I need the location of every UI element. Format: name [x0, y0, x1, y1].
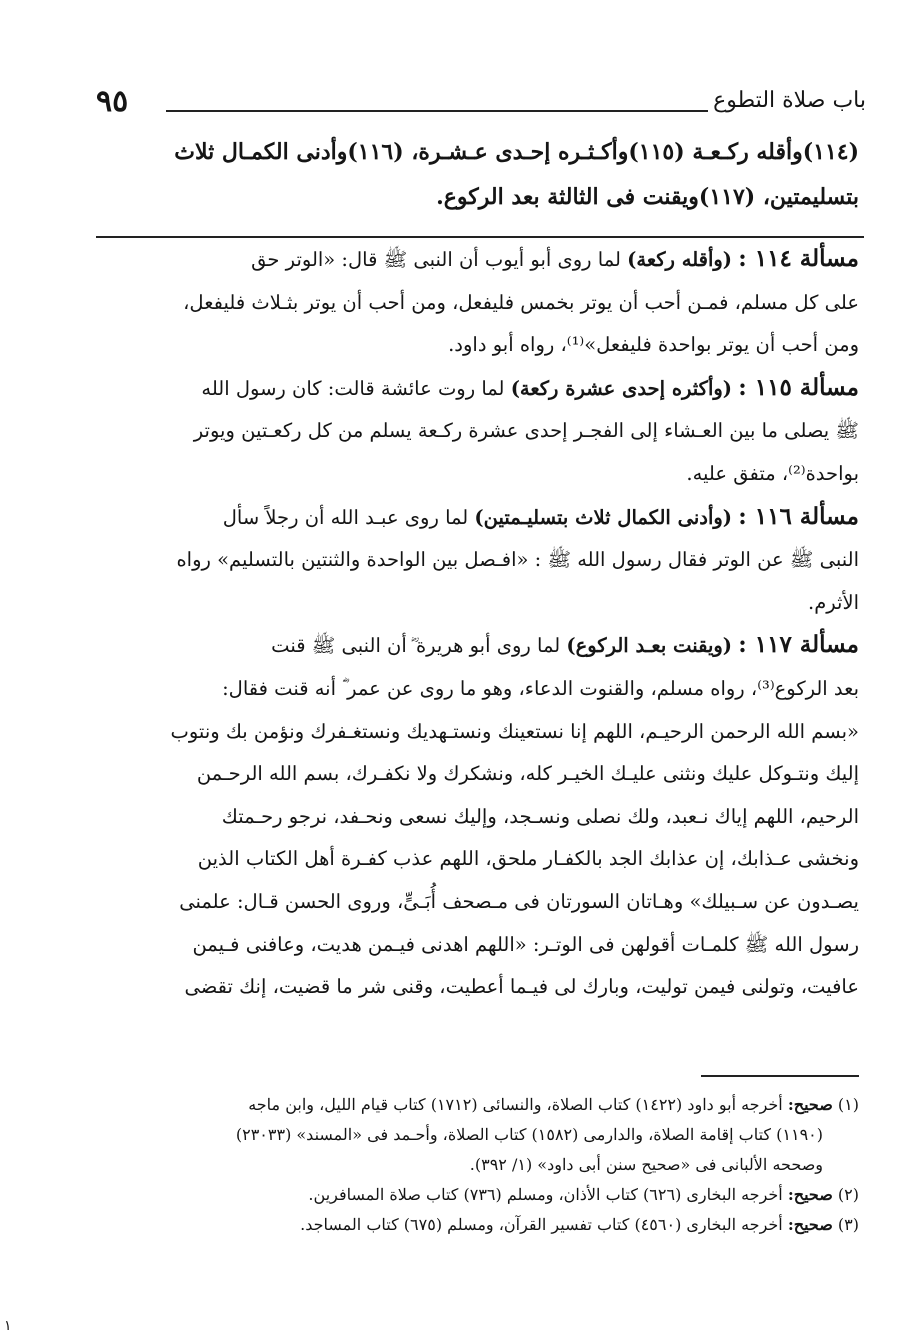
masala-topic: (وأقله ركعة) [627, 248, 733, 271]
line-text: لما روت عائشة قالت: كان رسول الله [201, 376, 511, 400]
footnote-grade: صحيح: [787, 1095, 833, 1114]
footnote-marker: (٣) [837, 1215, 859, 1234]
line-text: يصـدون عن سـبيلك» وهـاتان السورتان فى مـصحف أُبَـىٍّ، وروى الحسن قـال: علمنى [179, 889, 859, 913]
footnote-line [93, 1090, 859, 1120]
chapter-title: باب صلاة التطوع [713, 88, 866, 113]
line-text: ﷺ يصلى ما بين العـشاء إلى الفجـر إحدى عشرة ركـعة يسلم من كل ركعـتين ويوتر [193, 419, 859, 443]
line-text: لما روى أبو أيوب أن النبى ﷺ قال: «الوتر حق [251, 248, 628, 271]
page-number: ٩٥ [96, 84, 129, 119]
masala-line [93, 496, 859, 540]
line-text: لما روى عبـد الله أن رجلاً سأل [222, 505, 475, 529]
line-text: على كل مسلم، فمـن أحب أن يوتر بخمس فليفعل، ومن أحب أن يوتر بثـلاث فليفعل، [183, 290, 859, 314]
commentary-line [93, 711, 859, 754]
footnote-text: (١١٩٠) كتاب إقامة الصلاة، والدارمى (١٥٨٢) كتاب الصلاة، وأحـمد فى «المسند» (٢٣٠٣٣) [235, 1125, 823, 1144]
commentary-line [93, 924, 859, 967]
commentary-line [93, 668, 859, 711]
line-text: الرحيم، اللهم إياك نـعبد، ولك نصلى ونسـجد، وإليك نسعى ونحـفد، نرجو رحـمتك [221, 804, 859, 828]
commentary-line [93, 796, 859, 839]
line-text: عافيت، وتولنى فيمن توليت، وبارك لى فيـما أعطيت، وقنى شر ما قضيت، إنك تقضى [184, 975, 859, 999]
commentary-line [93, 282, 859, 325]
masala-label: مسألة ١١٤ : [738, 245, 859, 272]
commentary-line [93, 966, 859, 1009]
line-text: رسول الله ﷺ كلمـات أقولهن فى الوتـر: «اللهم اهدنى فيـمن هديت، وعافنى فـيمن [192, 932, 859, 956]
footnote-marker: (٢) [837, 1185, 859, 1204]
commentary-line [93, 881, 859, 924]
commentary-line [93, 539, 859, 582]
commentary-text [93, 238, 859, 1009]
masala-line [93, 624, 859, 668]
footnote-line [93, 1210, 859, 1240]
masala-topic: (وأدنى الكمال ثلاث بتسليـمتين) [474, 505, 733, 529]
footnote-text: أخرجه البخارى (٤٥٦٠) كتاب تفسير القرآن، ومسلم (٦٧٥) كتاب المساجد. [300, 1215, 783, 1234]
line-text: بعد الركوع⁽³⁾، رواه مسلم، والقنوت الدعاء، وهو ما روى عن عمر ؓ أنه قنت فقال: [222, 676, 859, 700]
footnote-text: وصححه الألبانى فى «صحيح سنن أبى داود» (١/ ٣٩٢). [469, 1155, 823, 1174]
footnote-text: أخرجه أبو داود (١٤٢٢) كتاب الصلاة، والنسائى (١٧١٢) كتاب قيام الليل، وابن ماجه [248, 1095, 783, 1114]
corner-mark: ١ [4, 1318, 12, 1334]
commentary-line [93, 582, 859, 625]
line-text: ونخشى عـذابك، إن عذابك الجد بالكفـار ملحق، اللهم عذب كفـرة أهل الكتاب الذين [197, 847, 859, 871]
line-text: النبى ﷺ عن الوتر فقال رسول الله ﷺ : «افـصل بين الواحدة والثنتين بالتسليم» رواه [176, 548, 859, 572]
line-text: إليك ونتـوكل عليك ونثنى عليـك الخيـر كله، ونشكرك ولا نكفـرك، بسم الله الرحـمن [196, 762, 859, 786]
commentary-line [93, 753, 859, 796]
line-text: الأثرم. [808, 590, 859, 614]
footnote-marker: (١) [837, 1095, 859, 1114]
footnote-line [93, 1150, 859, 1180]
matn-line: بتسليمتين، (١١٧)ويقنت فى الثالثة بعد الركوع. [436, 184, 859, 210]
running-header [96, 86, 866, 122]
commentary-line [93, 453, 859, 496]
footnote-line [93, 1180, 859, 1210]
footnotes [93, 1090, 859, 1240]
line-text: بواحدة⁽²⁾، متفق عليه. [686, 461, 859, 485]
footnote-line [93, 1120, 859, 1150]
commentary-line [93, 324, 859, 367]
footnote-grade: صحيح: [787, 1215, 833, 1234]
commentary-line [93, 838, 859, 881]
masala-label: مسألة ١١٦ : [738, 502, 859, 530]
masala-topic: (وأكثره إحدى عشرة ركعة) [510, 376, 733, 400]
masala-line [93, 238, 859, 282]
commentary-line [93, 410, 859, 453]
line-text: ومن أحب أن يوتر بواحدة فليفعل»⁽¹⁾، رواه أبو داود. [448, 333, 859, 357]
masala-topic: (ويقنت بعـد الركوع) [566, 634, 733, 658]
masala-label: مسألة ١١٧ : [738, 631, 859, 659]
matn-line: (١١٤)وأقله ركـعـة (١١٥)وأكـثـره إحـدى عـشـرة، (١١٦)وأدنى الكمـال ثلاث [174, 139, 859, 165]
masala-line [93, 367, 859, 411]
main-text-matn [93, 130, 859, 220]
line-text: «بسم الله الرحمن الرحيـم، اللهم إنا نستعينك ونستـهديك ونستغـفرك ونؤمن بك ونتوب [170, 719, 859, 743]
header-rule [166, 110, 708, 112]
footnote-grade: صحيح: [787, 1185, 833, 1204]
footnote-separator-rule [701, 1075, 859, 1077]
footnote-text: أخرجه البخارى (٦٢٦) كتاب الأذان، ومسلم (٧٣٦) كتاب صلاة المسافرين. [308, 1185, 783, 1204]
masala-label: مسألة ١١٥ : [738, 373, 859, 401]
line-text: لما روى أبو هريرة ؓ أن النبى ﷺ قنت [271, 634, 567, 658]
